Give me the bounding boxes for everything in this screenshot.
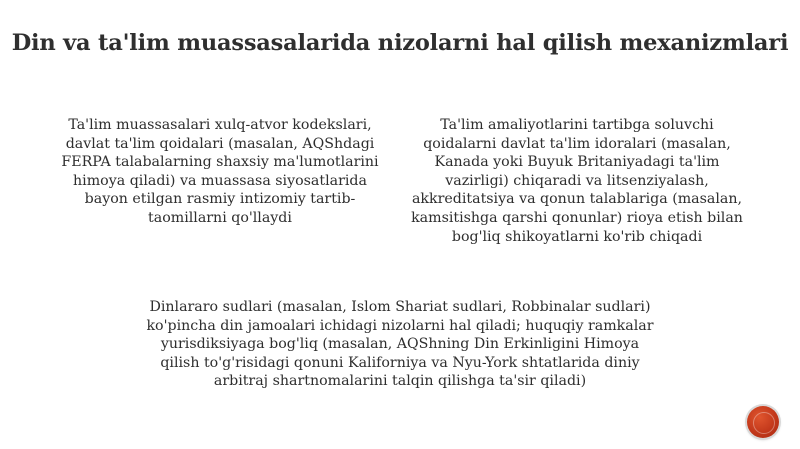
next-slide-button[interactable] — [747, 406, 779, 438]
text-line: davlat ta'lim qoidalari (masalan, AQShdagi — [65, 135, 375, 152]
text-line: vazirligi) chiqaradi va litsenziyalash, — [445, 172, 709, 189]
text-line: bayon etilgan rasmiy intizomiy tartib- — [84, 191, 356, 208]
slide-title: Din va ta'lim muassasalarida nizolarni hal qilish mexanizmlari — [11, 30, 789, 56]
text-line: qoidalarni davlat ta'lim idoralari (masalan, — [423, 135, 731, 152]
text-line: Kanada yoki Buyuk Britaniyadagi ta'lim — [434, 154, 720, 171]
text-block-educational-institutions — [50, 116, 390, 228]
text-line: bog'liq shikoyatlarni ko'rib chiqadi — [451, 228, 703, 245]
text-line: Dinlararo sudlari (masalan, Islom Shariat sudlari, Robbinalar sudlari) — [149, 299, 651, 315]
text-line: arbitraj shartnomalarini talqin qilishga ta'sir qiladi) — [213, 373, 587, 390]
text-line: kamsitishga qarshi qonunlar) rioya etish bilan — [411, 209, 743, 226]
text-line: himoya qiladi) va muassasa siyosatlarida — [73, 172, 367, 189]
text-line: Ta'lim amaliyotlarini tartibga soluvchi — [440, 117, 714, 133]
text-block-education-authorities — [402, 116, 752, 246]
text-block-religious-courts — [140, 298, 660, 391]
text-line: qilish to'g'risidagi qonuni Kaliforniya va Nyu-York shtatlarida diniy — [160, 354, 640, 371]
text-line: ko'pincha din jamoalari ichidagi nizolarni hal qiladi; huquqiy ramkalar — [146, 317, 654, 334]
text-line: FERPA talabalarning shaxsiy ma'lumotlarini — [61, 154, 379, 171]
text-line: Ta'lim muassasalari xulq-atvor kodekslari, — [68, 117, 372, 133]
text-line: akkreditatsiya va qonun talablariga (masalan, — [411, 191, 743, 208]
text-line: taomillarni qo'llaydi — [148, 209, 292, 226]
text-line: yurisdiksiyaga bog'liq (masalan, AQShning Din Erkinligini Himoya — [160, 336, 640, 353]
